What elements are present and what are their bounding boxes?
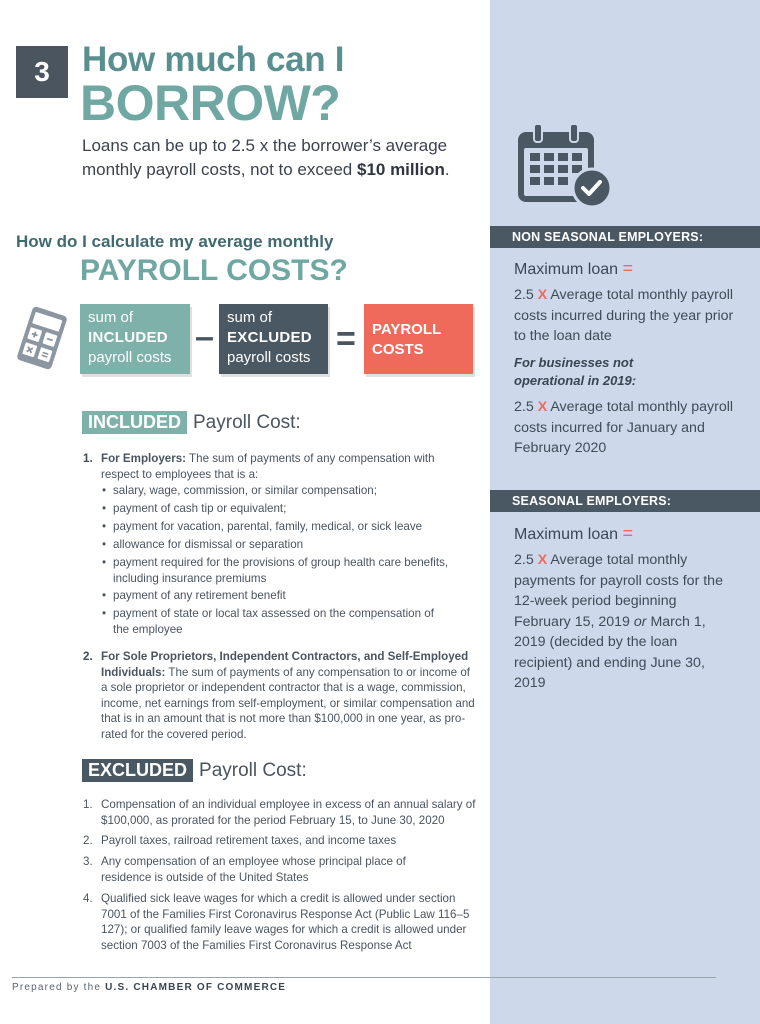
excluded-formula-box: sum of EXCLUDED payroll costs xyxy=(219,304,328,374)
excluded-heading-text: Payroll Cost: xyxy=(199,759,307,781)
included-item-1: 1. For Employers: The sum of payments of any compensation with respect to employees that is a: xyxy=(83,452,435,481)
footer-credit: Prepared by the U.S. CHAMBER OF COMMERCE xyxy=(12,982,287,993)
max-loan-label: Maximum loan = xyxy=(514,258,633,278)
intro-amount: $10 million xyxy=(356,160,445,179)
not-operational-formula: 2.5 X Average total monthly payroll costs incurred for January and February 2020 xyxy=(514,399,734,456)
minus-operator: – xyxy=(195,318,214,356)
included-bullet: • payment of any retirement benefit xyxy=(113,588,473,604)
excluded-item: 3. Any compensation of an employee whose principal place of residence is outside of the United States xyxy=(83,855,406,884)
calculator-icon xyxy=(12,306,72,370)
calc-question: How do I calculate my average monthly xyxy=(16,232,334,251)
included-bullet: • payment for vacation, parental, family, medical, or sick leave xyxy=(113,519,473,535)
max-loan-label: Maximum loan = xyxy=(514,523,633,543)
included-formula-box: sum of INCLUDED payroll costs xyxy=(80,304,190,374)
payroll-costs-result-box: PAYROLL COSTS xyxy=(364,304,473,374)
included-item-2: 2. For Sole Proprietors, Independent Contractors, and Self-Employed Individuals: The sum of payments of any compensation to or income of a sole proprietor or independent contractor that is a wage, commission, income, net earnings from self-employment, or similar compensation and that is in an amount that is not more than $100,000 in one year, as pro-rated for the covered period. xyxy=(83,650,475,741)
step-number-badge: 3 xyxy=(16,46,68,98)
included-heading xyxy=(82,411,301,434)
included-bullet: • allowance for dismissal or separation xyxy=(113,537,473,553)
title-line-1: How much can I xyxy=(82,40,345,79)
excluded-heading xyxy=(82,759,307,782)
excluded-item: 1. Compensation of an individual employee in excess of an annual salary of $100,000, as prorated for the period February 15, to June 30, 2020 xyxy=(83,798,476,827)
non-seasonal-formula: 2.5 X Average total monthly payroll costs incurred during the year prior to the loan date xyxy=(514,287,734,344)
intro-text: Loans can be up to 2.5 x the borrower’s average monthly payroll costs, not to exceed $10 million. xyxy=(82,136,450,179)
included-bullet: • payment of cash tip or equivalent; xyxy=(113,501,473,517)
excluded-item: 2. Payroll taxes, railroad retirement taxes, and income taxes xyxy=(83,834,397,847)
seasonal-bar: SEASONAL EMPLOYERS: xyxy=(490,490,760,512)
non-seasonal-bar: NON SEASONAL EMPLOYERS: xyxy=(490,226,760,248)
included-bullet: • payment required for the provisions of group health care benefits, including insurance premiums xyxy=(113,555,478,586)
seasonal-formula: 2.5 X Average total monthly payments for payroll costs for the 12-week period beginning February 15, 2019 or March 1, 2019 (decided by the loan recipient) and ending June 30, 2019 xyxy=(514,552,723,691)
title-line-2: BORROW? xyxy=(80,75,341,131)
calendar-check-icon xyxy=(516,122,614,210)
equals-operator: = xyxy=(336,320,356,358)
included-bullet: • salary, wage, commission, or similar compensation; xyxy=(113,483,473,499)
excluded-item: 4. Qualified sick leave wages for which a credit is allowed under section 7001 of the Families First Coronavirus Response Act (Public Law 116–5 127); or qualified family leave wages for which a credit is allowed under section 7003 of the Families First Coronavirus Response Act xyxy=(83,892,470,952)
calc-title: PAYROLL COSTS? xyxy=(80,254,348,287)
included-bullet: • payment of state or local tax assessed on the compensation of the employee xyxy=(113,606,453,637)
included-tag: INCLUDED xyxy=(82,411,187,434)
included-heading-text: Payroll Cost: xyxy=(193,411,301,433)
excluded-tag: EXCLUDED xyxy=(82,759,193,782)
not-operational-note: For businesses not operational in 2019: xyxy=(514,355,637,388)
footer-divider xyxy=(12,977,716,978)
